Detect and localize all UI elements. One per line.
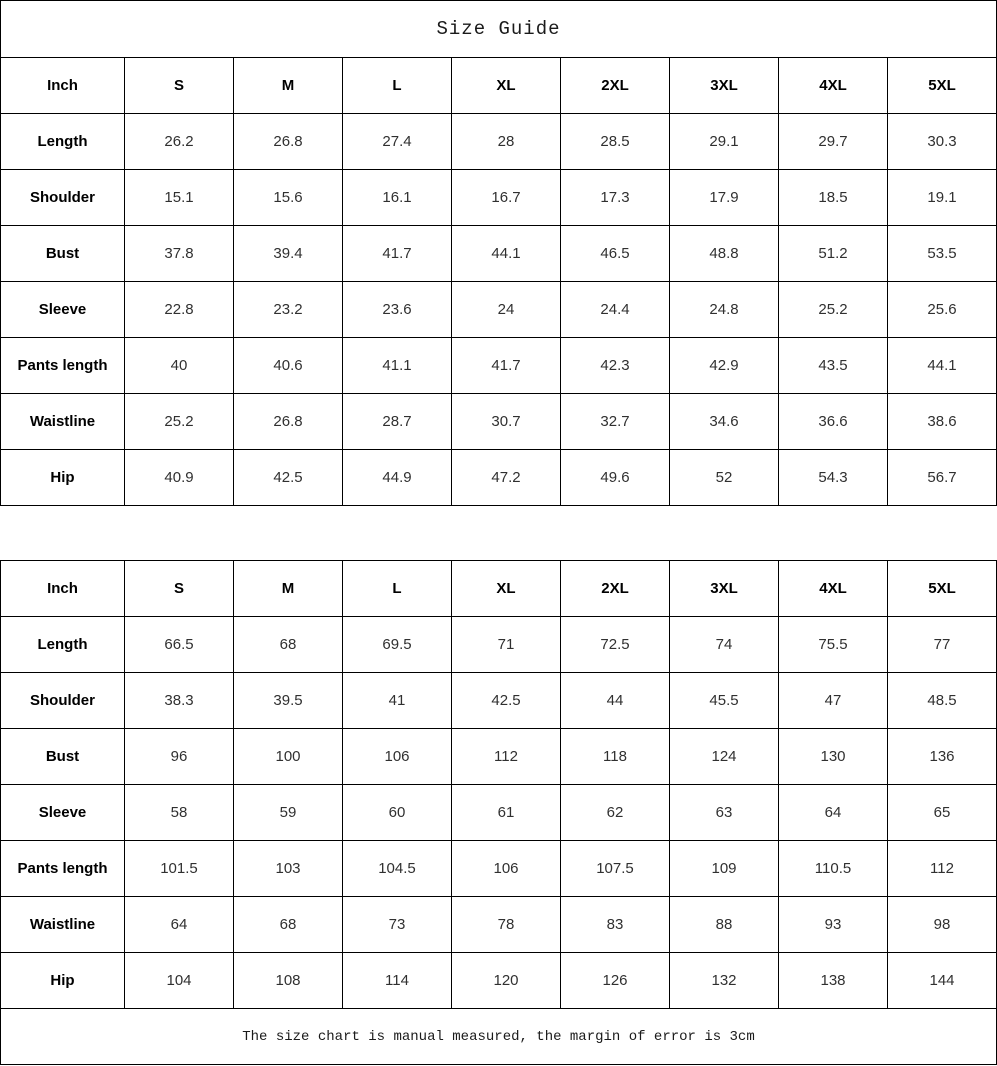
measurement-value-cell: 44.1 <box>888 338 997 394</box>
measurement-value-cell: 24.8 <box>670 282 779 338</box>
measurement-value-cell: 72.5 <box>561 617 670 673</box>
measurement-value-cell: 42.9 <box>670 338 779 394</box>
measurement-value-cell: 26.2 <box>125 114 234 170</box>
measurement-value-cell: 112 <box>888 841 997 897</box>
measurement-value-cell: 28.7 <box>343 394 452 450</box>
measurement-value-cell: 118 <box>561 729 670 785</box>
measurement-value-cell: 18.5 <box>779 170 888 226</box>
measurement-value-cell: 68 <box>234 897 343 953</box>
measurement-value-cell: 41.7 <box>452 338 561 394</box>
size-header-cell: XL <box>452 561 561 617</box>
measurement-value-cell: 73 <box>343 897 452 953</box>
size-table-body <box>1 617 997 1009</box>
measurement-value-cell: 109 <box>670 841 779 897</box>
measurement-label-cell: Length <box>1 617 125 673</box>
measurement-value-cell: 47.2 <box>452 450 561 506</box>
measurement-value-cell: 106 <box>343 729 452 785</box>
measurement-value-cell: 48.5 <box>888 673 997 729</box>
measurement-value-cell: 30.3 <box>888 114 997 170</box>
measurement-value-cell: 56.7 <box>888 450 997 506</box>
measurement-label-cell: Hip <box>1 450 125 506</box>
measurement-value-cell: 108 <box>234 953 343 1009</box>
measurement-value-cell: 26.8 <box>234 394 343 450</box>
measurement-label-cell: Shoulder <box>1 170 125 226</box>
measurement-label-cell: Waistline <box>1 394 125 450</box>
measurement-value-cell: 37.8 <box>125 226 234 282</box>
measurement-value-cell: 71 <box>452 617 561 673</box>
measurement-value-cell: 130 <box>779 729 888 785</box>
measurement-value-cell: 41 <box>343 673 452 729</box>
measurement-label-cell: Waistline <box>1 897 125 953</box>
size-table-header-row <box>1 58 997 114</box>
measurement-value-cell: 60 <box>343 785 452 841</box>
measurement-value-cell: 16.1 <box>343 170 452 226</box>
measurement-value-cell: 53.5 <box>888 226 997 282</box>
measurement-value-cell: 77 <box>888 617 997 673</box>
measurement-value-cell: 44 <box>561 673 670 729</box>
measurement-value-cell: 93 <box>779 897 888 953</box>
table-row <box>1 785 997 841</box>
size-header-cell: 4XL <box>779 561 888 617</box>
measurement-value-cell: 138 <box>779 953 888 1009</box>
measurement-value-cell: 63 <box>670 785 779 841</box>
measurement-value-cell: 62 <box>561 785 670 841</box>
table-row <box>1 170 997 226</box>
measurement-value-cell: 65 <box>888 785 997 841</box>
measurement-value-cell: 41.1 <box>343 338 452 394</box>
measurement-value-cell: 17.3 <box>561 170 670 226</box>
size-header-cell: L <box>343 561 452 617</box>
measurement-value-cell: 28.5 <box>561 114 670 170</box>
measurement-value-cell: 104 <box>125 953 234 1009</box>
measurement-value-cell: 38.3 <box>125 673 234 729</box>
measurement-value-cell: 110.5 <box>779 841 888 897</box>
measurement-value-cell: 74 <box>670 617 779 673</box>
measurement-value-cell: 22.8 <box>125 282 234 338</box>
size-header-cell: 2XL <box>561 58 670 114</box>
measurement-value-cell: 41.7 <box>343 226 452 282</box>
measurement-value-cell: 120 <box>452 953 561 1009</box>
size-header-cell: L <box>343 58 452 114</box>
table-row <box>1 673 997 729</box>
measurement-label-cell: Hip <box>1 953 125 1009</box>
table-spacer <box>0 506 997 560</box>
measurement-value-cell: 17.9 <box>670 170 779 226</box>
measurement-value-cell: 107.5 <box>561 841 670 897</box>
measurement-value-cell: 27.4 <box>343 114 452 170</box>
measurement-value-cell: 124 <box>670 729 779 785</box>
measurement-value-cell: 61 <box>452 785 561 841</box>
measurement-value-cell: 69.5 <box>343 617 452 673</box>
size-header-cell: M <box>234 561 343 617</box>
measurement-value-cell: 24.4 <box>561 282 670 338</box>
measurement-value-cell: 28 <box>452 114 561 170</box>
table-row <box>1 897 997 953</box>
measurement-value-cell: 48.8 <box>670 226 779 282</box>
measurement-value-cell: 24 <box>452 282 561 338</box>
measurement-value-cell: 25.2 <box>779 282 888 338</box>
measurement-value-cell: 29.7 <box>779 114 888 170</box>
measurement-value-cell: 114 <box>343 953 452 1009</box>
table-row <box>1 394 997 450</box>
size-header-cell: 4XL <box>779 58 888 114</box>
measurement-value-cell: 78 <box>452 897 561 953</box>
measurement-value-cell: 32.7 <box>561 394 670 450</box>
measurement-value-cell: 75.5 <box>779 617 888 673</box>
measurement-value-cell: 64 <box>125 897 234 953</box>
measurement-value-cell: 30.7 <box>452 394 561 450</box>
measurement-value-cell: 26.8 <box>234 114 343 170</box>
measurement-value-cell: 58 <box>125 785 234 841</box>
measurement-value-cell: 54.3 <box>779 450 888 506</box>
measurement-value-cell: 44.9 <box>343 450 452 506</box>
measurement-value-cell: 52 <box>670 450 779 506</box>
size-header-cell: 5XL <box>888 58 997 114</box>
measurement-value-cell: 100 <box>234 729 343 785</box>
measurement-label-cell: Bust <box>1 226 125 282</box>
measurement-label-cell: Shoulder <box>1 673 125 729</box>
measurement-value-cell: 15.6 <box>234 170 343 226</box>
measurement-value-cell: 101.5 <box>125 841 234 897</box>
size-table-body <box>1 114 997 506</box>
measurement-value-cell: 25.2 <box>125 394 234 450</box>
measurement-value-cell: 40.9 <box>125 450 234 506</box>
measurement-value-cell: 104.5 <box>343 841 452 897</box>
size-table-cm <box>0 560 997 1009</box>
size-header-cell: 5XL <box>888 561 997 617</box>
measurement-value-cell: 144 <box>888 953 997 1009</box>
table-row <box>1 282 997 338</box>
page-title: Size Guide <box>0 0 997 57</box>
size-header-cell: M <box>234 58 343 114</box>
table-row <box>1 617 997 673</box>
measurement-value-cell: 19.1 <box>888 170 997 226</box>
measurement-value-cell: 83 <box>561 897 670 953</box>
table-row <box>1 729 997 785</box>
table-row <box>1 953 997 1009</box>
size-table-header-row <box>1 561 997 617</box>
measurement-value-cell: 16.7 <box>452 170 561 226</box>
size-header-cell: XL <box>452 58 561 114</box>
measurement-label-cell: Pants length <box>1 841 125 897</box>
measurement-value-cell: 98 <box>888 897 997 953</box>
measurement-value-cell: 64 <box>779 785 888 841</box>
measurement-value-cell: 96 <box>125 729 234 785</box>
measurement-label-cell: Sleeve <box>1 282 125 338</box>
measurement-value-cell: 47 <box>779 673 888 729</box>
size-header-cell: 2XL <box>561 561 670 617</box>
table-row <box>1 841 997 897</box>
measurement-value-cell: 23.2 <box>234 282 343 338</box>
measurement-value-cell: 42.3 <box>561 338 670 394</box>
measurement-value-cell: 106 <box>452 841 561 897</box>
measurement-value-cell: 59 <box>234 785 343 841</box>
measurement-value-cell: 38.6 <box>888 394 997 450</box>
measurement-value-cell: 39.5 <box>234 673 343 729</box>
size-header-cell: 3XL <box>670 561 779 617</box>
measurement-value-cell: 15.1 <box>125 170 234 226</box>
table-row <box>1 450 997 506</box>
unit-header-cell: Inch <box>1 58 125 114</box>
size-header-cell: S <box>125 561 234 617</box>
measurement-value-cell: 23.6 <box>343 282 452 338</box>
table-row <box>1 114 997 170</box>
measurement-value-cell: 46.5 <box>561 226 670 282</box>
measurement-value-cell: 49.6 <box>561 450 670 506</box>
measurement-value-cell: 126 <box>561 953 670 1009</box>
size-table-inch <box>0 57 997 506</box>
measurement-value-cell: 40.6 <box>234 338 343 394</box>
measurement-value-cell: 42.5 <box>234 450 343 506</box>
measurement-value-cell: 136 <box>888 729 997 785</box>
table-row <box>1 226 997 282</box>
measurement-value-cell: 45.5 <box>670 673 779 729</box>
measurement-value-cell: 29.1 <box>670 114 779 170</box>
measurement-value-cell: 112 <box>452 729 561 785</box>
measurement-value-cell: 39.4 <box>234 226 343 282</box>
size-header-cell: 3XL <box>670 58 779 114</box>
measurement-label-cell: Sleeve <box>1 785 125 841</box>
measurement-value-cell: 43.5 <box>779 338 888 394</box>
measurement-value-cell: 36.6 <box>779 394 888 450</box>
measurement-value-cell: 88 <box>670 897 779 953</box>
measurement-value-cell: 68 <box>234 617 343 673</box>
measurement-value-cell: 44.1 <box>452 226 561 282</box>
measurement-value-cell: 103 <box>234 841 343 897</box>
size-header-cell: S <box>125 58 234 114</box>
measurement-value-cell: 42.5 <box>452 673 561 729</box>
measurement-value-cell: 40 <box>125 338 234 394</box>
footer-note: The size chart is manual measured, the margin of error is 3cm <box>0 1009 997 1065</box>
measurement-value-cell: 66.5 <box>125 617 234 673</box>
measurement-value-cell: 51.2 <box>779 226 888 282</box>
measurement-label-cell: Pants length <box>1 338 125 394</box>
measurement-label-cell: Bust <box>1 729 125 785</box>
measurement-value-cell: 132 <box>670 953 779 1009</box>
measurement-label-cell: Length <box>1 114 125 170</box>
table-row <box>1 338 997 394</box>
measurement-value-cell: 34.6 <box>670 394 779 450</box>
measurement-value-cell: 25.6 <box>888 282 997 338</box>
unit-header-cell: Inch <box>1 561 125 617</box>
